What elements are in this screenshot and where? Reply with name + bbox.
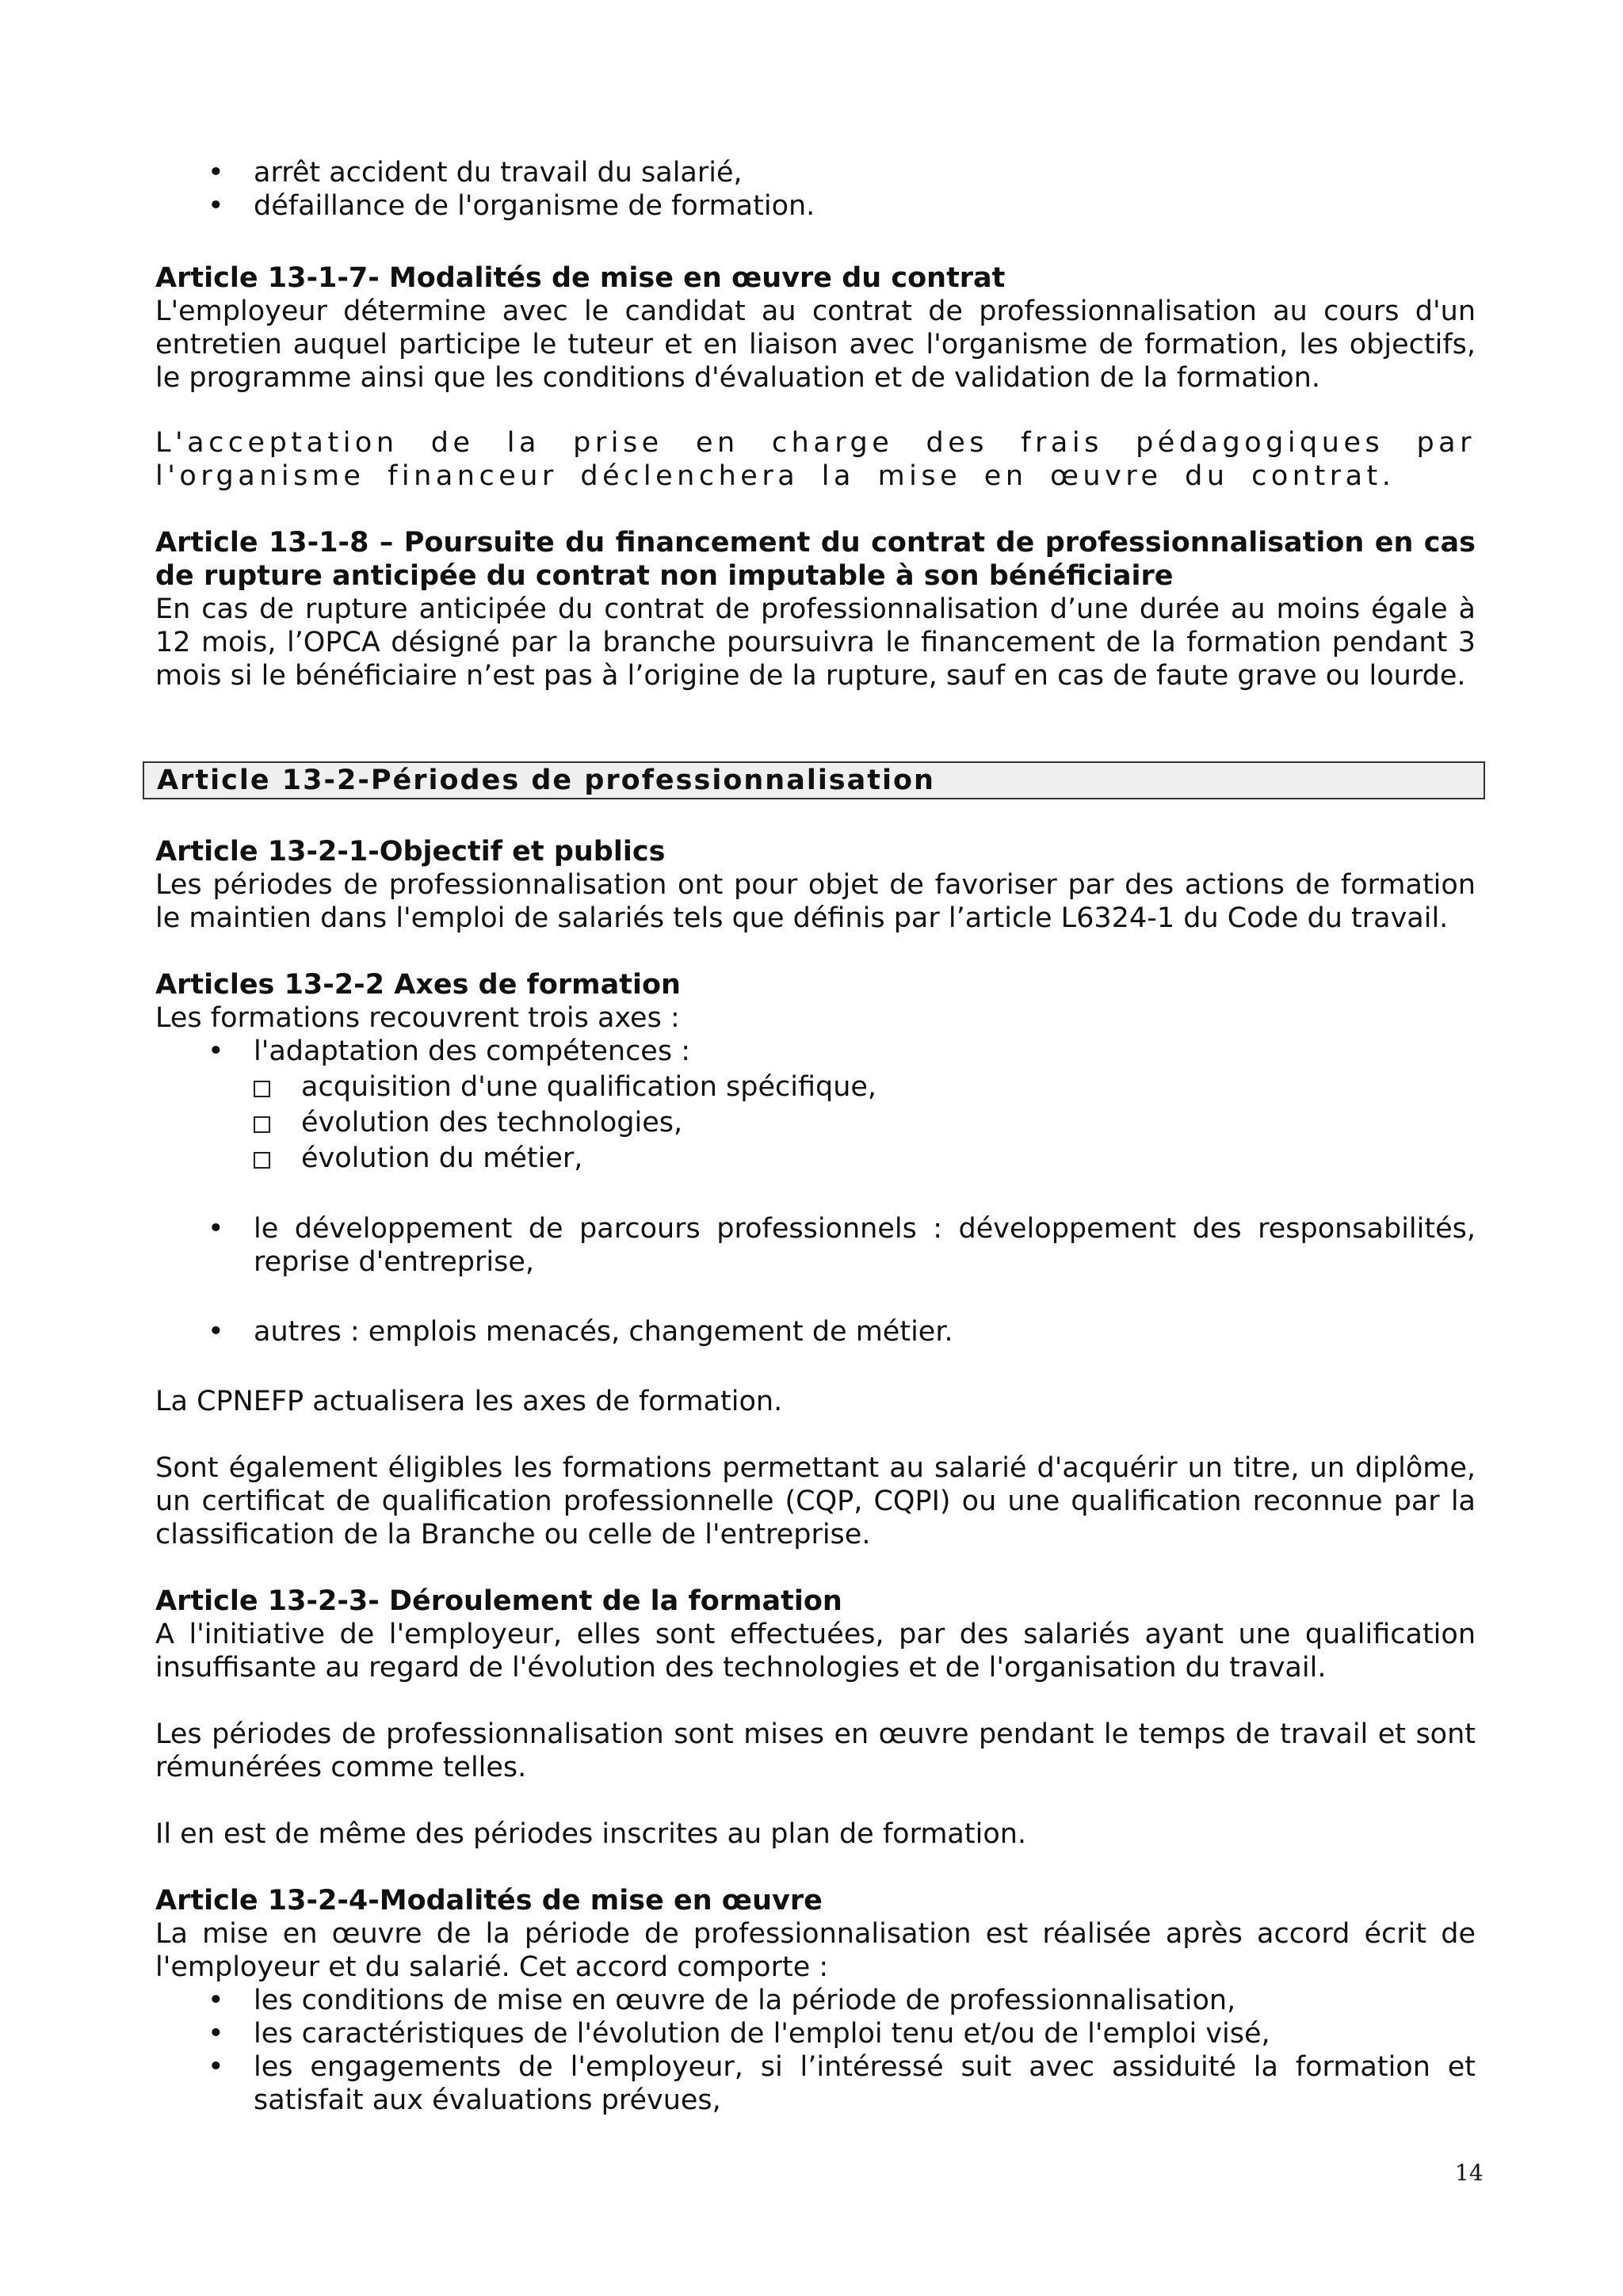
heading-13-2-2: Articles 13-2-2 Axes de formation [155, 969, 681, 1001]
paragraph: Sont également éligibles les formations permettant au salarié d'acquérir un titre, un diplôme, un certificat de qualification professionnelle (CQP, CQPI) ou une qualification reconnue par la classification de la Branche ou celle de l'entreprise. [155, 1452, 1476, 1550]
section-heading-box [143, 761, 1485, 799]
page-number: 14 [1455, 2160, 1484, 2186]
paragraph: En cas de rupture anticipée du contrat de professionnalisation d’une durée au moins égale à 12 mois, l’OPCA désigné par la branche poursuivra le financement de la formation pendant 3 mois si le bénéficiaire n’est pas à l’origine de la rupture, sauf en cas de faute grave ou lourde. [155, 593, 1476, 692]
list-item: • les conditions de mise en œuvre de la période de professionnalisation, [155, 1984, 1476, 2017]
paragraph: Il en est de même des périodes inscrites au plan de formation. [155, 1818, 1027, 1850]
agreement-list [155, 1984, 1476, 2117]
paragraph: L'employeur détermine avec le candidat au contrat de professionnalisation au cours d'un entretien auquel participe le tuteur et en liaison avec l'organisme de formation, les objectifs, le programme ainsi que les conditions d'évaluation et de validation de la formation. [155, 296, 1476, 394]
paragraph: L'acceptation de la prise en charge des frais pédagogiques par l'organisme financeur déclenchera la mise en œuvre du contrat. [155, 427, 1476, 492]
heading-13-1-8: Article 13-1-8 – Poursuite du financement du contrat de professionnalisation en cas de rupture anticipée du contrat non imputable à son bénéficiaire [155, 527, 1476, 592]
paragraph: A l'initiative de l'employeur, elles sont effectuées, par des salariés ayant une qualification insuffisante au regard de l'évolution des technologies et de l'organisation du travail. [155, 1619, 1476, 1684]
list-item: • autres : emplois menacés, changement de métier. [155, 1315, 1476, 1348]
paragraph: Les périodes de professionnalisation sont mises en œuvre pendant le temps de travail et sont rémunérées comme telles. [155, 1718, 1476, 1783]
axis-list [155, 1212, 1476, 1279]
list-item: acquisition d'une qualification spécifique, [155, 1070, 1476, 1105]
list-item: • défaillance de l'organisme de formation. [155, 189, 1476, 223]
paragraph: Les formations recouvrent trois axes : [155, 1002, 680, 1034]
top-bullet-list [155, 156, 1476, 223]
section-title: Article 13-2-Périodes de professionnalisation [157, 765, 935, 796]
list-item: • arrêt accident du travail du salarié, [155, 156, 1476, 189]
list-item: • l'adaptation des compétences : [155, 1035, 1476, 1068]
list-item: • les caractéristiques de l'évolution de l'emploi tenu et/ou de l'emploi visé, [155, 2017, 1476, 2050]
list-item: évolution du métier, [155, 1141, 1476, 1177]
list-item: • le développement de parcours professionnels : développement des responsabilités, reprise d'entreprise, [155, 1212, 1476, 1279]
list-item: évolution des technologies, [155, 1105, 1476, 1141]
heading-13-1-7: Article 13-1-7- Modalités de mise en œuvre du contrat [155, 262, 1006, 294]
paragraph: La mise en œuvre de la période de professionnalisation est réalisée après accord écrit de l'employeur et du salarié. Cet accord comporte : [155, 1918, 1476, 1983]
heading-13-2-3: Article 13-2-3- Déroulement de la formation [155, 1585, 842, 1617]
list-item: • les engagements de l'employeur, si l’intéressé suit avec assiduité la formation et satisfait aux évaluations prévues, [155, 2050, 1476, 2117]
axis-list [155, 1315, 1476, 1348]
paragraph: Les périodes de professionnalisation ont pour objet de favoriser par des actions de formation le maintien dans l'emploi de salariés tels que définis par l’article L6324-1 du Code du travail. [155, 869, 1476, 934]
paragraph: La CPNEFP actualisera les axes de formation. [155, 1386, 783, 1417]
heading-13-2-1: Article 13-2-1-Objectif et publics [155, 836, 666, 868]
heading-13-2-4: Article 13-2-4-Modalités de mise en œuvre [155, 1885, 823, 1917]
axis-list [155, 1035, 1476, 1068]
sub-item-list [155, 1070, 1476, 1177]
